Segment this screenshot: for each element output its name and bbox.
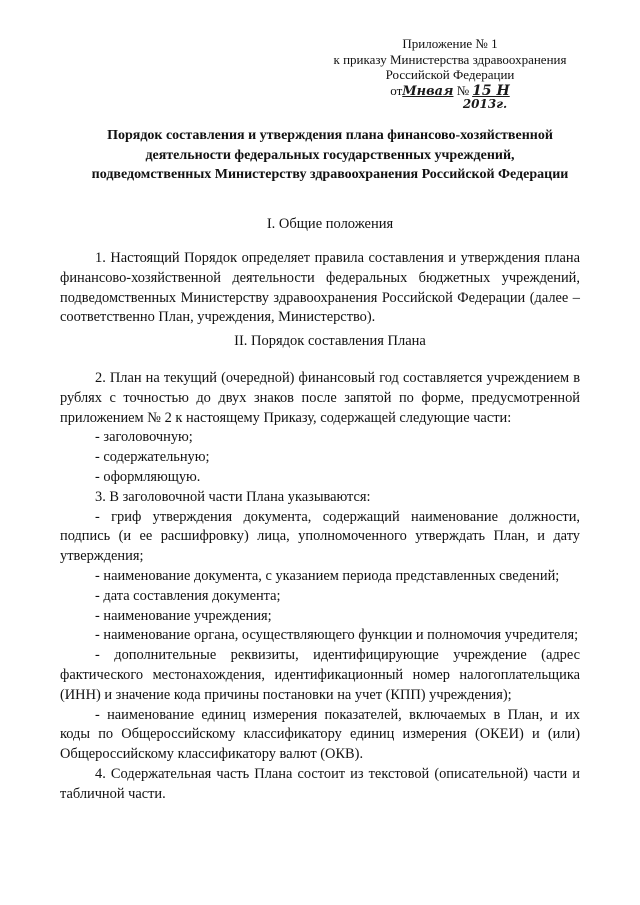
paragraph-3-item: - наименование учреждения; <box>95 607 272 624</box>
appendix-from-label: от <box>390 82 403 98</box>
paragraph-3: 3. В заголовочной части Плана указываются: <box>95 488 371 505</box>
handwritten-year: 2013г. <box>462 97 508 111</box>
section-1-heading: I. Общие положения <box>266 216 394 232</box>
paragraph-2-item: - содержательную; <box>95 449 210 466</box>
appendix-order-reference: к приказу Министерства здравоохранения <box>333 51 567 67</box>
section-2-body <box>60 369 580 805</box>
paragraph-2-item: - заголовочную; <box>95 429 193 446</box>
paragraph-3-item: - наименование органа, осуществляющего функции и полномочия учредителя; <box>95 627 579 644</box>
title-line-2: деятельности федеральных государственных учреждений, <box>145 147 515 163</box>
paragraph-1: 1. Настоящий Порядок определяет правила составления и утверждения плана финансово-хозяйственной деятельности федеральных бюджетных учреждений, подведомственных Министерству здравоохранения Российской Федерации (далее – соответственно План, учреждения, Министерство). <box>60 250 580 326</box>
paragraph-3-item: - наименование единиц измерения показателей, включаемых в План, и их коды по Общероссийскому классификатору единиц измерения (ОКЕИ) и (или) Общероссийскому классификатору валют (ОКВ). <box>60 706 580 763</box>
appendix-ministry: Российской Федерации <box>385 67 515 82</box>
paragraph-4: 4. Содержательная часть Плана состоит из текстовой (описательной) части и табличной части. <box>60 765 580 802</box>
title-line-1: Порядок составления и утверждения плана финансово-хозяйственной <box>107 128 553 143</box>
paragraph-3-item: - наименование документа, с указанием периода представленных сведений; <box>95 567 560 584</box>
paragraph-2: 2. План на текущий (очередной) финансовый год составляется учреждением в рублях с точностью до двух знаков после запятой по форме, предусмотренной приложением № 2 к настоящему Приказу, содержащей следующие части: <box>60 370 580 426</box>
handwritten-date: Мнвая <box>402 83 454 99</box>
paragraph-3-item: - дата составления документа; <box>95 587 281 604</box>
appendix-number-sign: № <box>456 82 470 98</box>
section-2-heading: II. Порядок составления Плана <box>234 333 426 349</box>
title-line-3: подведомственных Министерству здравоохранения Российской Федерации <box>91 167 569 182</box>
paragraph-3-item: - гриф утверждения документа, содержащий наименование должности, подпись (и ее расшифровку) лица, уполномоченного утверждать План, и дату утверждения; <box>60 508 580 565</box>
paragraph-2-item: - оформляющую. <box>95 468 201 485</box>
appendix-header <box>300 36 600 113</box>
paragraph-3-item: - дополнительные реквизиты, идентифицирующие учреждение (адрес фактического местонахождения, идентификационный номер налогоплательщика (ИНН) и значение кода причины постановки на учет (КПП) учреждения); <box>60 647 580 703</box>
document-title <box>60 126 600 185</box>
appendix-label: Приложение № 1 <box>402 36 498 51</box>
section-1-body <box>60 249 580 328</box>
handwritten-order-number: 15 Н <box>472 82 510 99</box>
appendix-date-number-line <box>300 83 600 100</box>
